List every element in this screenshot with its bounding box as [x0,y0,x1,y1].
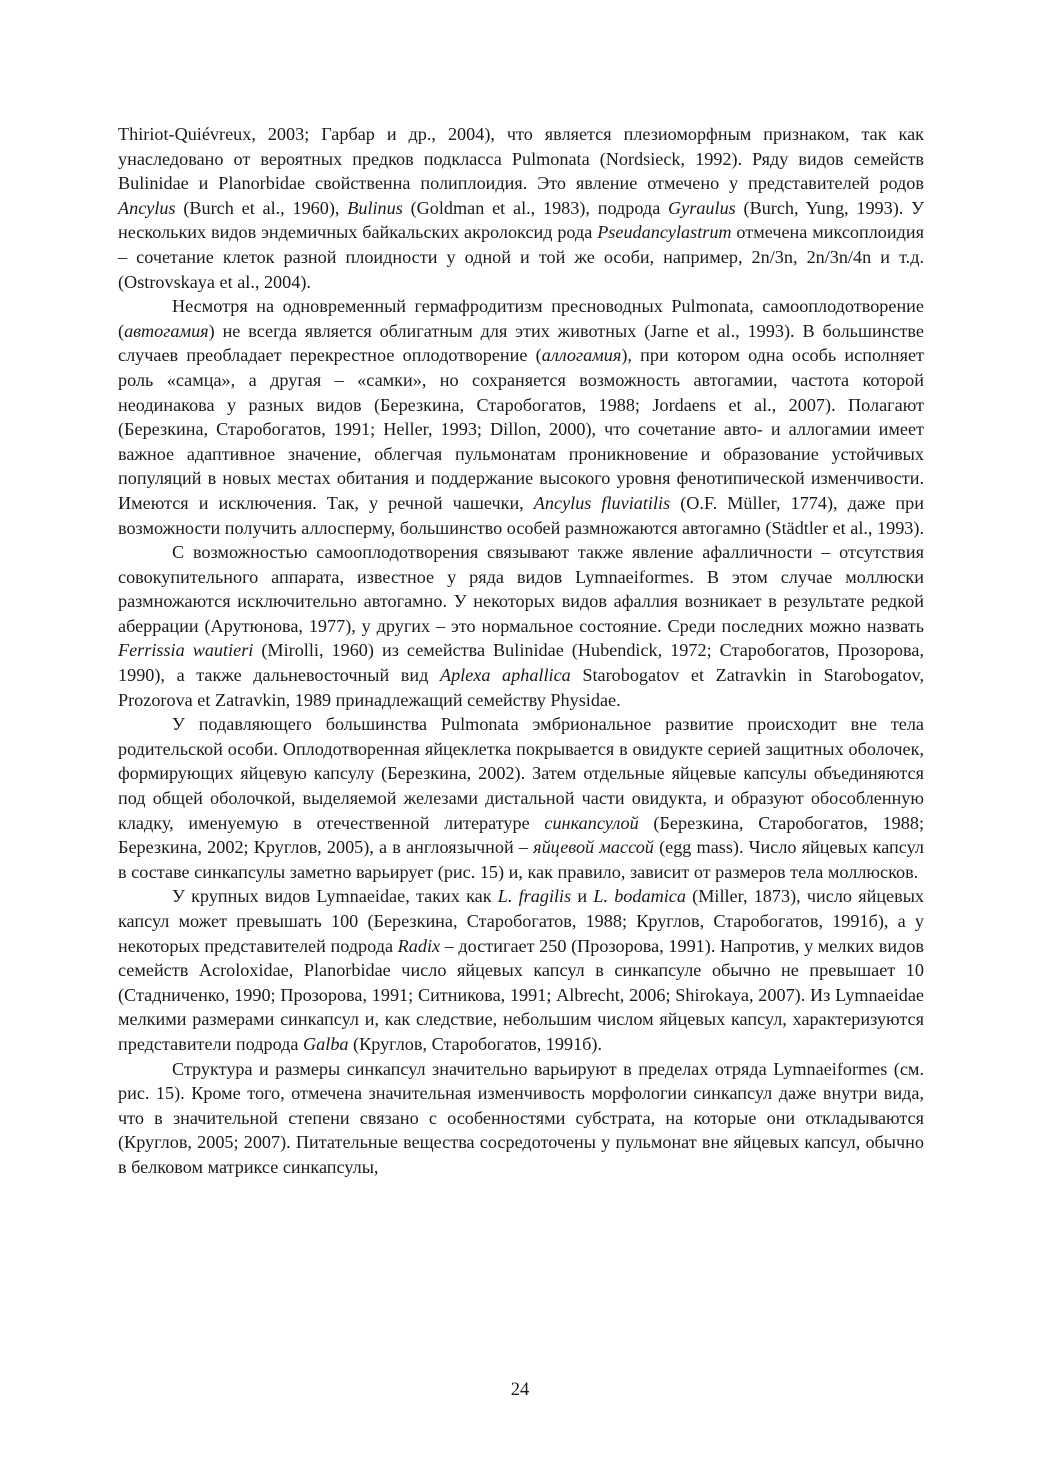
italic-term: Gyraulus [668,197,736,218]
text-run: (Goldman et al., 1983), подрода [402,197,669,218]
text-run: (Березкина, Старобогатов, 1988; Березкина, 2002; Круглов, 2005), а в англоязычной – [118,812,924,858]
italic-term: Ancylus fluviatilis [533,492,671,513]
text-run: Несмотря на одновременный гермафродитизм пресноводных Pulmonata, самооплодотворение ( [118,296,924,341]
paragraph [118,122,924,294]
italic-term: автогамия [124,320,209,341]
text-run: У подавляющего большинства Pulmonata эмбриональное развитие происходит вне тела родительской особи. Оплодотворенная яйцеклетка покрывается в овидукте серией защитных оболочек, формирующих яйцевую капсулу (Березкина, 2002). Затем отдельные яйцевые капсулы объединяются под общей оболочкой, выделяемой железами дистальной части овидукта, и образуют обособленную кладку, именуемую в отечественной литературе [118,714,924,833]
text-run: (Miller, 1873), число яйцевых капсул может превышать 100 (Березкина, Старобогатов, 1988; Круглов, Старобогатов, 1991б), а у некоторых представителей подрода [118,886,925,956]
text-run: ) не всегда является облигатным для этих животных (Jarne et al., 1993). В большинстве случаев преобладает перекрестное оплодотворение ( [118,320,924,366]
italic-term: яйцевой массой [533,837,654,858]
italic-term: Radix [397,935,441,956]
paragraph [118,540,924,712]
italic-term: Aplexa aphallica [439,665,571,686]
page-body [118,122,924,1180]
italic-term: аллогамия [541,345,622,366]
italic-term: L. bodamica [593,886,686,907]
italic-term: Ancylus [118,197,176,218]
italic-term: Pseudancylastrum [597,222,732,243]
italic-term: Bulinus [347,197,403,218]
text-run: ), при котором одна особь исполняет роль «самца», а другая – «самки», но сохраняется возможность автогамии, частота которой неодинакова у разных видов (Березкина, Старобогатов, 1988; Jordaens et al., 2007). Полагают (Березкина, Старобогатов, 1991; Heller, 1993; Dillon, 2000), что сочетание авто- и аллогамии имеет важное адаптивное значение, облегчая пульмонатам проникновение и образование устойчивых популяций в новых местах обитания и поддержание высокого уровня фенотипической изменчивости. Имеются и исключения. Так, у речной чашечки, [118,345,925,513]
paragraph [118,1057,924,1180]
text-run: Структура и размеры синкапсул значительно варьируют в пределах отряда Lymnaeiformes (см. рис. 15). Кроме того, отмечена значительная изменчивость морфологии синкапсул даже внутри вида, что в значительной степени связано с особенностями субстрата, на которые они откладываются (Круглов, 2005; 2007). Питательные вещества сосредоточены у пульмонат вне яйцевых капсул, обычно в белковом матриксе синкапсулы, [118,1058,924,1177]
italic-term: синкапсулой [544,812,639,833]
text-run: (Burch et al., 1960), [175,197,348,218]
text-run: (Круглов, Старобогатов, 1991б). [348,1033,603,1054]
italic-term: Ferrissia wautieri [118,640,254,661]
text-run: Starobogatov et Zatravkin in Starobogatov, Prozorova et Zatravkin, 1989 принадлежащий семейству Physidae. [118,665,924,710]
text-run: С возможностью самооплодотворения связывают также явление афалличности – отсутствия совокупительного аппарата, известное у ряда видов Lymnaeiformes. В этом случае моллюски размножаются исключительно автогамно. У некоторых видов афаллия возникает в результате редкой аберрации (Арутюнова, 1977), у других – это нормальное состояние. Среди последних можно назвать [118,542,924,636]
page-number: 24 [510,1380,530,1400]
text-run: (O.F. Müller, 1774), даже при возможности получить аллосперму, большинство особей размножаются автогамно (Städtler et al., 1993). [118,492,924,538]
paragraph [118,884,924,1056]
text-run: (egg mass). Число яйцевых капсул в составе синкапсулы заметно варьирует (рис. 15) и, как правило, зависит от размеров тела моллюсков. [118,837,924,882]
text-run: отмечена миксоплоидия – сочетание клеток разной плоидности у одной и той же особи, например, 2n/3n, 2n/3n/4n и т.д. (Ostrovskaya et al., 2004). [118,222,924,292]
italic-term: L. fragilis [497,886,572,907]
text-run: (Burch, Yung, 1993). У нескольких видов эндемичных байкальских акролоксид рода [118,197,924,243]
paragraph [118,294,924,540]
text-run: и [571,886,594,907]
text-run: (Mirolli, 1960) из семейства Bulinidae (Hubendick, 1972; Старобогатов, Прозорова, 1990), а также дальневосточный вид [118,640,924,686]
text-run: Thiriot-Quiévreux, 2003; Гарбар и др., 2004), что является плезиоморфным признаком, так как унаследовано от вероятных предков подкласса Pulmonata (Nordsieck, 1992). Ряду видов семейств Bulinidae и Planorbidae свойственна полиплоидия. Это явление отмечено у представителей родов [118,124,924,194]
text-run: У крупных видов Lymnaeidae, таких как [172,886,498,907]
paragraph [118,712,924,884]
text-run: – достигает 250 (Прозорова, 1991). Напротив, у мелких видов семейств Acroloxidae, Planorbidae число яйцевых капсул в синкапсуле обычно не превышает 10 (Стадниченко, 1990; Прозорова, 1991; Ситникова, 1991; Albrecht, 2006; Shirokaya, 2007). Из Lymnaeidae мелкими размерами синкапсул и, как следствие, небольшим числом яйцевых капсул, характеризуются представители подрода [118,935,924,1054]
italic-term: Galba [303,1033,349,1054]
